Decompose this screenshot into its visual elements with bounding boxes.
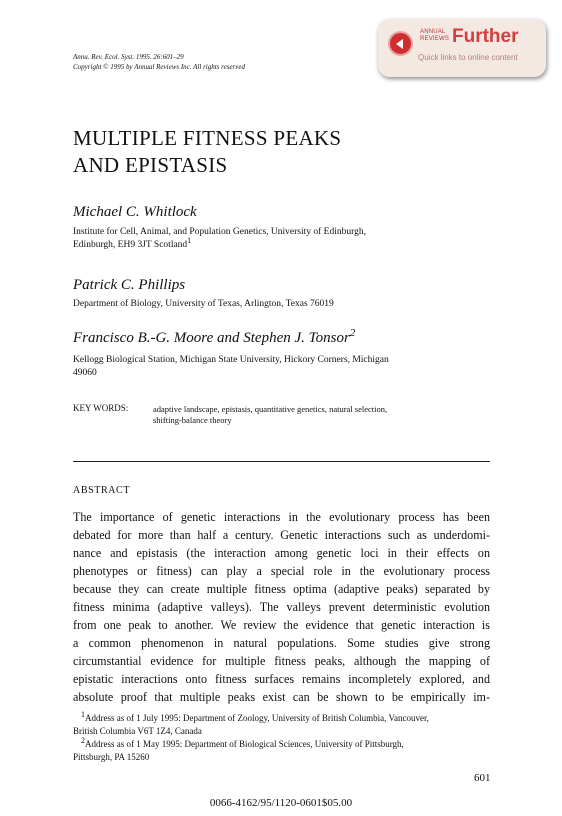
article-code: 0066-4162/95/1120-0601$05.00 [209,797,353,809]
author-name: Francisco B.-G. Moore and Stephen J. Tonsor$^2$ [73,327,356,346]
article-title [73,125,341,179]
author-affiliation: Department of Biology, University of Texas, Arlington, Texas 76019 [73,299,334,309]
further-badge[interactable] [378,19,546,77]
abstract-line: phenotypes or fitness) can play a special role in the evolutionary process [73,564,490,578]
abstract-line: absolute proof that multiple peaks exist can be shown to be empirically im- [73,690,490,704]
title-line: AND EPISTASIS [73,153,228,177]
journal-citation [73,52,245,72]
author-affiliation: Institute for Cell, Animal, and Population Genetics, University of Edinburgh, Edinburgh, EH9 3JT Scotland$^1$ [73,227,366,250]
footnote: $^2$Address as of 1 May 1995: Department of Biological Sciences, University of Pittsburgh, Pittsburgh, PA 15260 [73,736,404,762]
annual-reviews-wordmark: ANNUAL REVIEWS [420,29,450,42]
abstract-line: from one peak to another. We review the evidence that genetic interaction is [73,618,490,632]
annual-reviews-logo-icon [388,31,413,56]
section-divider [73,461,490,462]
further-tagline: Quick links to online content [418,53,518,62]
keywords-label: KEY WORDS: [73,403,129,413]
copyright-line: Copyright © 1995 by Annual Reviews Inc. All rights reserved [73,63,245,71]
abstract-line: because they can create multiple fitness optima (adaptive peaks) separated by [73,582,490,596]
footnote-marker: 1 [187,235,192,245]
author-affiliation: Kellogg Biological Station, Michigan State University, Hickory Corners, Michigan 49060 [73,355,389,378]
abstract-heading: ABSTRACT [73,485,131,496]
abstract-line: epistatic interactions onto fitness surfaces remains incompletely explored, and [73,672,490,686]
abstract-line: fitness minima (adaptive valleys). The valleys prevent deterministic evolution [73,600,490,614]
further-word: Further [452,26,519,47]
footnote-marker: 2 [349,327,356,339]
footnote: $^1$Address as of 1 July 1995: Department of Zoology, University of British Columbia, Vancouver, British Columbia V6T 1Z4, Canada [73,710,429,736]
abstract-body [73,508,490,706]
author-name: Patrick C. Phillips [73,277,186,293]
footnote-marker: 1 [81,710,85,719]
abstract-line: nance and epistasis (the interaction among genetic loci in their effects on [73,546,490,560]
abstract-line: circumstantial evidence for multiple fitness peaks, although the mapping of [73,654,490,668]
title-line: MULTIPLE FITNESS PEAKS [73,126,342,150]
abstract-line: The importance of genetic interactions in the evolutionary process has been [73,510,490,524]
page-number: 601 [474,772,491,784]
abstract-line: a common phenomenon in natural populations. Some studies give strong [73,636,490,650]
abstract-line: debated for more than half a century. Genetic interactions such as underdomi- [73,528,490,542]
author-name: Michael C. Whitlock [73,204,197,220]
footnote-marker: 2 [81,736,85,745]
keywords-list: adaptive landscape, epistasis, quantitative genetics, natural selection, shifting-balance theory [153,404,388,425]
journal-ref-line: Annu. Rev. Ecol. Syst. 1995. 26:601–29 [73,53,184,61]
